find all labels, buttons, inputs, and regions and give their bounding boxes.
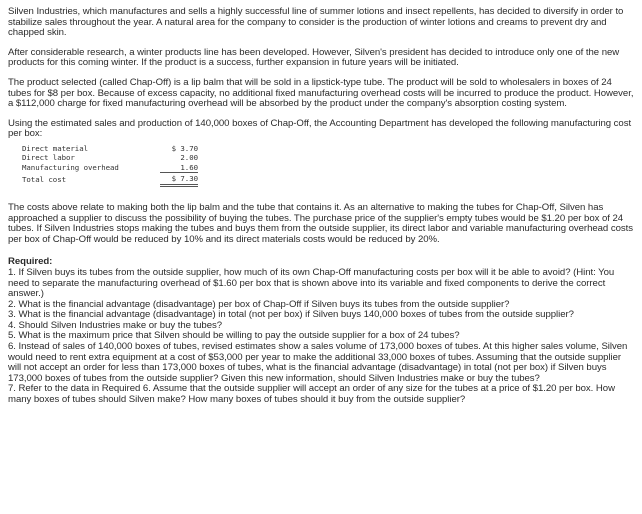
cost-label: Manufacturing overhead (22, 163, 119, 173)
cost-row-total (22, 173, 198, 186)
required-heading: Required: (8, 256, 53, 268)
required-item-4: 4. Should Silven Industries make or buy the tubes? (8, 319, 223, 331)
cost-total-label: Total cost (22, 174, 66, 184)
product-paragraph: The product selected (called Chap-Off) is a lip balm that will be sold in a lipstick-type tube. The product will be sold to wholesalers in boxes of 24 tubes for $8 per box. Because of excess capacity, no additional fixed manufacturing overhead costs will be incurred to produce the product. However, a $112,000 charge for fixed manufacturing overhead will be absorbed by the product under the company's absorption costing system. (8, 76, 634, 110)
alternative-paragraph: The costs above relate to making both the lip balm and the tube that contains it. As an alternative to making the tubes for Chap-Off, Silven has approached a supplier to discuss the possibility of buying the tubes. The purchase price of the supplier's empty tubes would be $1.20 per box of 24 tubes. If Silven Industries stops making the tubes and buys them from the outside supplier, its direct labor and variable manufacturing overhead costs per box of Chap-Off would be reduced by 10% and its direct materials costs would be reduced by 20%. (8, 201, 633, 245)
required-item-1: 1. If Silven buys its tubes from the outside supplier, how much of its own Chap-Off manufacturing costs per box will it be able to avoid? (Hint: You need to separate the manufacturing overhead of $1.60 per box that is shown above into its variable and fixed components to derive the correct answer.) (8, 266, 615, 300)
cost-value: $ 3.70 (171, 143, 198, 153)
cost-label: Direct material (22, 143, 88, 153)
cost-row-manufacturing-overhead (22, 163, 198, 173)
required-item-6: 6. Instead of sales of 140,000 boxes of tubes, revised estimates show a sales volume of 173,000 boxes of tubes. At this higher sales volume, Silven would need to rent extra equipment at a cost of $53,000 per year to make the additional 33,000 boxes of tubes. Assuming that the outside supplier will not accept an order for less than 173,000 boxes of tubes, what is the financial advantage (disadvantage) in total (not per box) if Silven buys 173,000 boxes of tubes from the outside supplier? Given this new information, should Silven Industries make or buy the tubes? (8, 341, 628, 384)
cost-value: 1.60 (160, 163, 198, 173)
required-item-5: 5. What is the maximum price that Silven should be willing to pay the outside supplier for a box of 24 tubes? (8, 330, 460, 342)
cost-value: 2.00 (180, 153, 198, 163)
required-list (8, 268, 634, 406)
cost-row-direct-material (22, 144, 198, 154)
required-item-2: 2. What is the financial advantage (disadvantage) per box of Chap-Off if Silven buys its tubes from the outside supplier? (8, 298, 510, 310)
cost-intro-paragraph: Using the estimated sales and production of 140,000 boxes of Chap-Off, the Accounting Department has developed the following manufacturing cost per box: (8, 117, 632, 140)
cost-total-value: $ 7.30 (160, 173, 198, 186)
cost-label: Direct labor (22, 153, 75, 163)
research-paragraph: After considerable research, a winter products line has been developed. However, Silven's president has decided to introduce only one of the new products for this coming winter. If the product is a success, further expansion in future years will be initiated. (8, 46, 620, 69)
required-item-3: 3. What is the financial advantage (disadvantage) in total (not per box) if Silven buys 140,000 boxes of tubes from the outside supplier? (8, 309, 574, 321)
cost-row-direct-labor (22, 153, 198, 163)
required-item-7: 7. Refer to the data in Required 6. Assume that the outside supplier will accept an order of any size for the tubes at a price of $1.20 per box. How many boxes of tubes should Silven make? How many boxes of tubes should it buy from the outside supplier? (8, 383, 615, 406)
intro-paragraph: Silven Industries, which manufactures and sells a highly successful line of summer lotions and insect repellents, has decided to diversify in order to stabilize sales throughout the year. A natural area for the company to consider is the production of winter lotions and creams to prevent dry and chapped skin. (8, 6, 624, 39)
cost-per-box-table (22, 144, 198, 187)
